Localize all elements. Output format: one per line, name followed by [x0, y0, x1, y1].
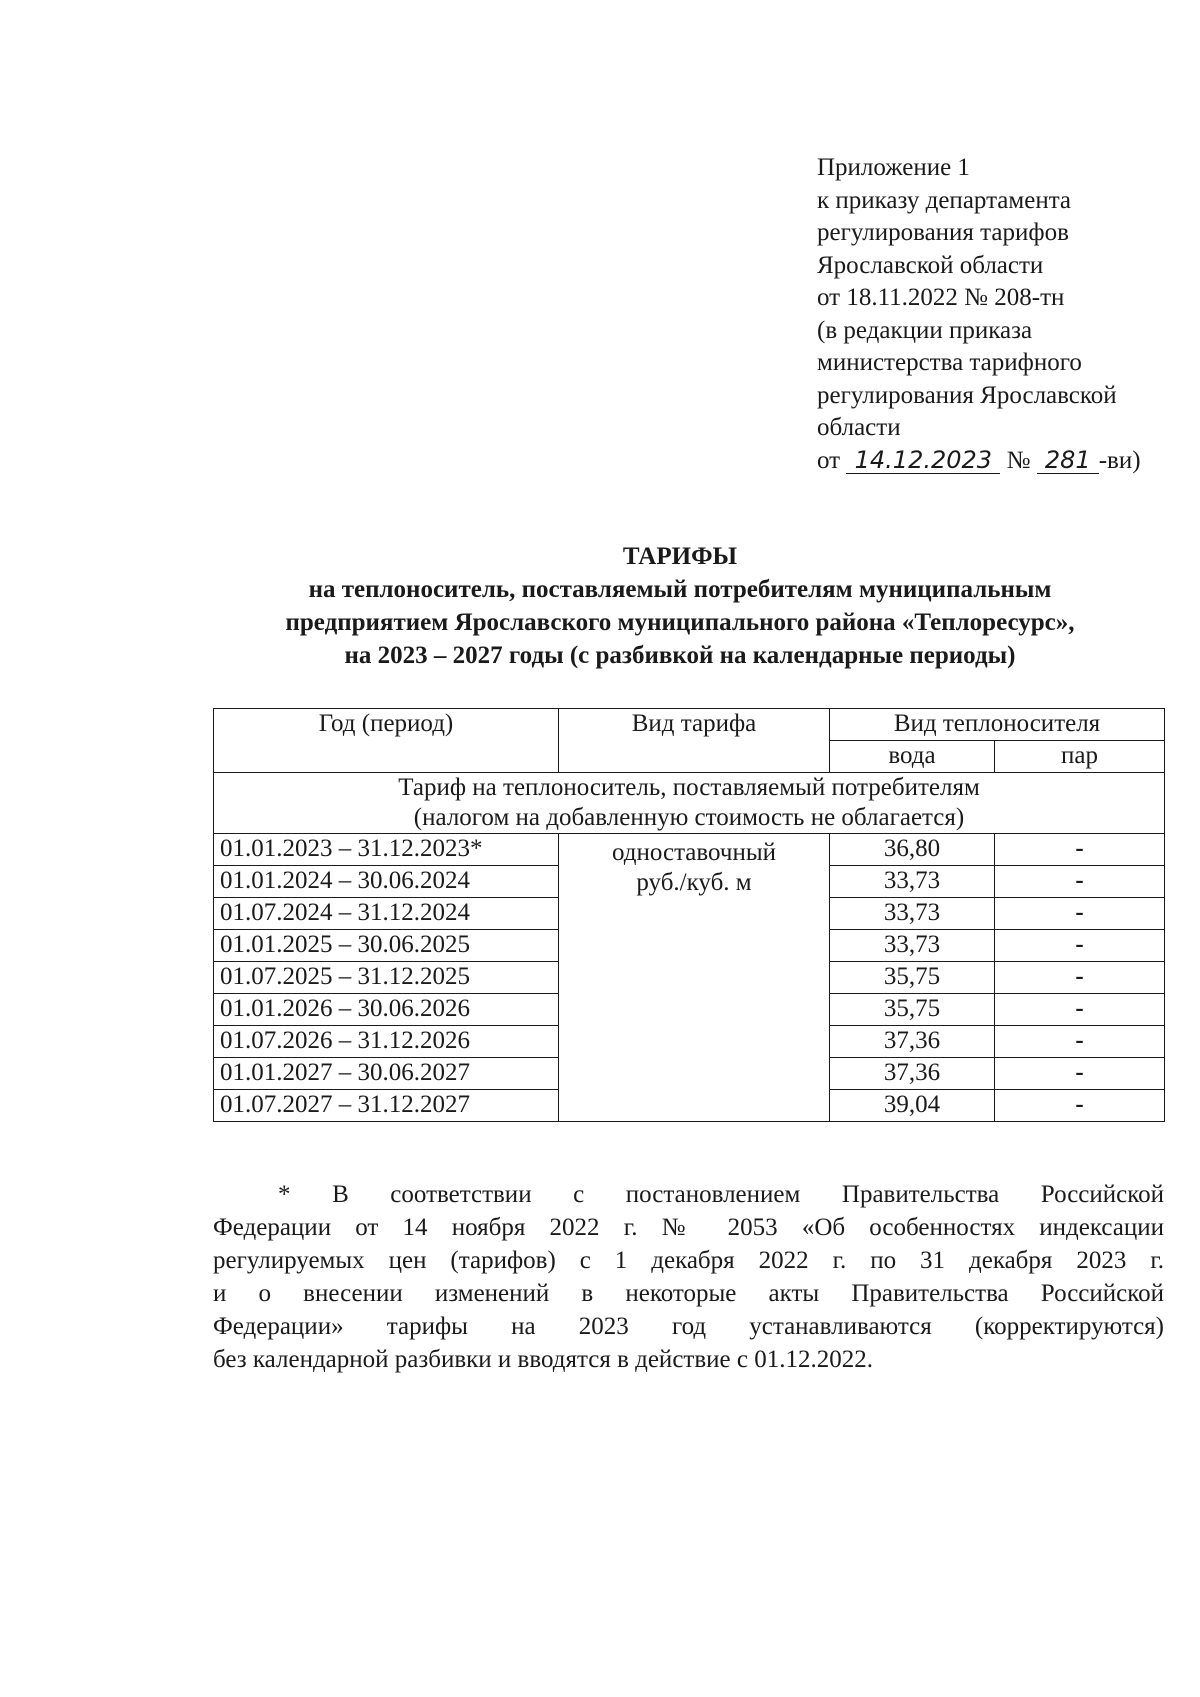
table-group-row: [214, 773, 1165, 834]
water-cell: 36,80: [830, 834, 995, 866]
steam-cell: -: [995, 866, 1165, 898]
header-period: Год (период): [214, 709, 559, 773]
title-heading: ТАРИФЫ: [622, 543, 738, 570]
steam-cell: -: [995, 994, 1165, 1026]
steam-cell: -: [995, 898, 1165, 930]
water-cell: 37,36: [830, 1058, 995, 1090]
appendix-line: (в редакции приказа: [817, 316, 1033, 344]
appendix-amendment-line: [817, 445, 1141, 478]
period-cell: 01.07.2026 – 31.12.2026: [214, 1026, 559, 1058]
title-line: предприятием Ярославского муниципального района «Теплоресурс»,: [285, 609, 1075, 636]
tariff-table: [213, 708, 1165, 1122]
tariff-type-unit: руб./куб. м: [636, 869, 752, 896]
handwritten-date: 14.12.2023: [846, 447, 1000, 474]
period-cell: 01.01.2025 – 30.06.2025: [214, 930, 559, 962]
group-label-line: (налогом на добавленную стоимость не облагается): [413, 804, 965, 831]
water-cell: 33,73: [830, 866, 995, 898]
group-label-line: Тариф на теплоноситель, поставляемый потребителям: [398, 774, 980, 801]
water-cell: 35,75: [830, 994, 995, 1026]
tariff-type-name: одноставочный: [611, 839, 777, 866]
period-cell: 01.07.2024 – 31.12.2024: [214, 898, 559, 930]
appendix-line: от 18.11.2022 № 208-тн: [817, 284, 1065, 311]
appendix-line: области: [817, 414, 901, 441]
appendix-line: регулирования Ярославской: [817, 381, 1117, 409]
header-tariff-type: Вид тарифа: [559, 709, 830, 773]
period-cell: 01.01.2024 – 30.06.2024: [214, 866, 559, 898]
appendix-line: к приказу департамента: [817, 186, 1072, 214]
appendix-block: [817, 152, 1141, 477]
period-cell: 01.07.2025 – 31.12.2025: [214, 962, 559, 994]
footnote-line: и о внесении изменений в некоторые акты Правительства Российской: [213, 1280, 1164, 1307]
steam-cell: -: [995, 1090, 1165, 1122]
amendment-suffix: -ви): [1098, 446, 1141, 474]
period-cell: 01.01.2023 – 31.12.2023*: [214, 834, 559, 866]
table-header-row: [214, 709, 1165, 741]
water-cell: 33,73: [830, 898, 995, 930]
appendix-line: министерства тарифного: [817, 349, 1082, 376]
footnote-line: * В соответствии с постановлением Правительства Российской: [278, 1181, 1164, 1208]
footnote-line: Федерации» тарифы на 2023 год устанавливаются (корректируются): [213, 1313, 1164, 1340]
steam-cell: -: [995, 962, 1165, 994]
amendment-number-sign: №: [1006, 446, 1031, 474]
appendix-line: Ярославской области: [817, 251, 1044, 279]
title-line: на теплоноситель, поставляемый потребителям муниципальным: [308, 576, 1052, 603]
handwritten-number: 281: [1037, 447, 1099, 474]
header-carrier: Вид теплоносителя: [830, 709, 1165, 741]
header-water: вода: [830, 741, 995, 773]
water-cell: 39,04: [830, 1090, 995, 1122]
period-cell: 01.01.2026 – 30.06.2026: [214, 994, 559, 1026]
period-cell: 01.07.2027 – 31.12.2027: [214, 1090, 559, 1122]
group-label: [214, 773, 1165, 834]
water-cell: 35,75: [830, 962, 995, 994]
header-steam: пар: [995, 741, 1165, 773]
water-cell: 33,73: [830, 930, 995, 962]
footnote-line: Федерации от 14 ноября 2022 г. № 2053 «Об особенностях индексации: [213, 1214, 1164, 1241]
appendix-line: регулирования тарифов: [817, 219, 1069, 246]
appendix-line: Приложение 1: [817, 154, 970, 181]
tariff-type-cell: [559, 834, 830, 1122]
steam-cell: -: [995, 1058, 1165, 1090]
footnote: [213, 1178, 1164, 1376]
footnote-line: регулируемых цен (тарифов) с 1 декабря 2022 г. по 31 декабря 2023 г.: [213, 1247, 1164, 1274]
steam-cell: -: [995, 834, 1165, 866]
title-line: на 2023 – 2027 годы (с разбивкой на календарные периоды): [344, 642, 1016, 669]
table-row: [214, 834, 1165, 866]
amendment-prefix: от: [817, 446, 841, 474]
period-cell: 01.01.2027 – 30.06.2027: [214, 1058, 559, 1090]
steam-cell: -: [995, 930, 1165, 962]
water-cell: 37,36: [830, 1026, 995, 1058]
footnote-line: без календарной разбивки и вводятся в действие с 01.12.2022.: [213, 1346, 873, 1373]
document-title: [200, 540, 1160, 672]
steam-cell: -: [995, 1026, 1165, 1058]
